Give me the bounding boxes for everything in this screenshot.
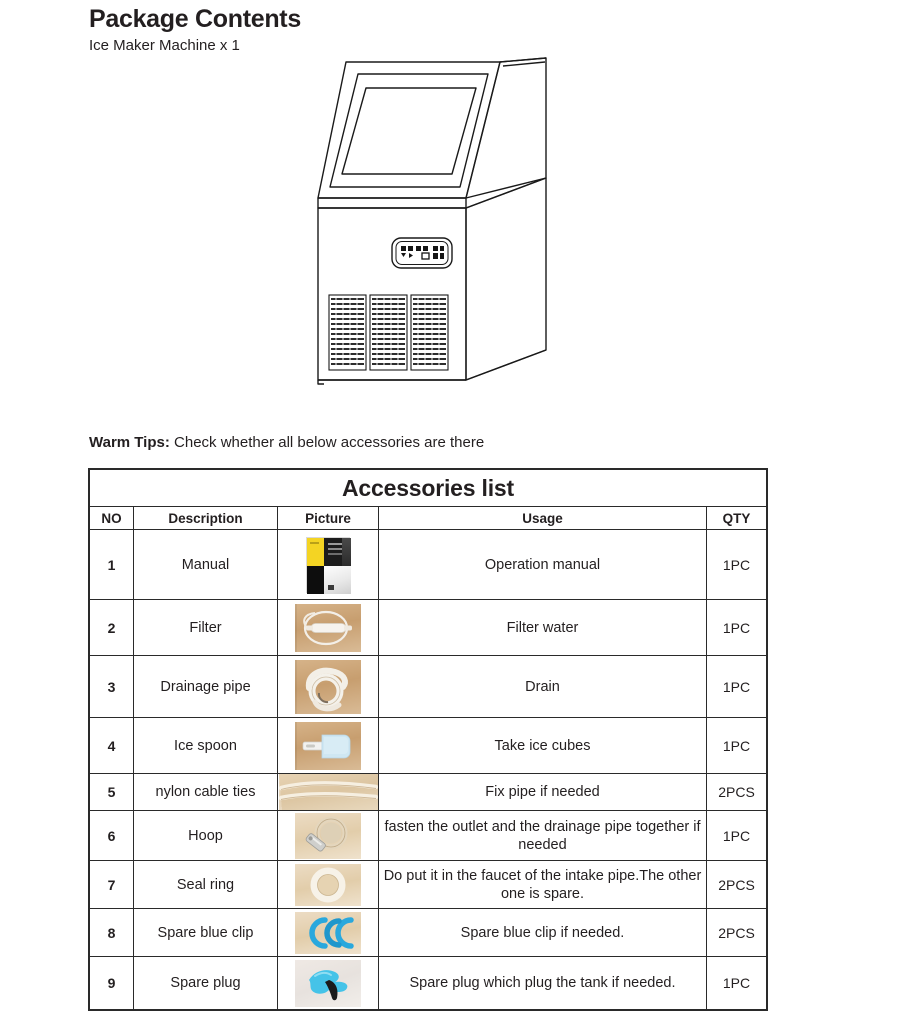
row-qty: 1PC — [707, 530, 767, 600]
row-description: Hoop — [134, 811, 278, 861]
heading-block — [89, 4, 301, 56]
accessories-table — [89, 469, 767, 1010]
row-picture — [278, 600, 379, 656]
row-description: nylon cable ties — [134, 774, 278, 811]
row-picture — [278, 530, 379, 600]
row-no: 8 — [90, 909, 134, 957]
row-picture — [278, 811, 379, 861]
row-usage: Filter water — [379, 600, 707, 656]
row-qty: 1PC — [707, 718, 767, 774]
row-qty: 1PC — [707, 656, 767, 718]
ice-maker-illustration — [300, 50, 568, 390]
spare-plug-thumbnail — [295, 960, 361, 1007]
ice-maker-line-art — [300, 50, 568, 390]
row-no: 1 — [90, 530, 134, 600]
table-row — [90, 909, 767, 957]
accessories-table-wrapper — [89, 469, 766, 1010]
table-row — [90, 718, 767, 774]
row-no: 9 — [90, 957, 134, 1010]
row-picture — [278, 718, 379, 774]
row-qty: 1PC — [707, 811, 767, 861]
row-no: 3 — [90, 656, 134, 718]
row-description: Spare blue clip — [134, 909, 278, 957]
table-row — [90, 656, 767, 718]
row-usage: Spare blue clip if needed. — [379, 909, 707, 957]
warm-tips-text: Check whether all below accessories are there — [169, 434, 485, 451]
row-usage: Drain — [379, 656, 707, 718]
column-header-usage: Usage — [379, 507, 707, 530]
row-picture — [278, 656, 379, 718]
row-description: Ice spoon — [134, 718, 278, 774]
table-row — [90, 957, 767, 1010]
row-description: Filter — [134, 600, 278, 656]
row-qty: 2PCS — [707, 909, 767, 957]
spare-blue-clip-thumbnail — [295, 912, 361, 954]
row-usage: fasten the outlet and the drainage pipe together if needed — [379, 811, 707, 861]
row-no: 7 — [90, 861, 134, 909]
row-usage: Fix pipe if needed — [379, 774, 707, 811]
row-picture — [278, 861, 379, 909]
row-description: Seal ring — [134, 861, 278, 909]
table-title-row — [90, 470, 767, 507]
ice-spoon-thumbnail — [295, 722, 361, 770]
column-header-no: NO — [90, 507, 134, 530]
table-row — [90, 861, 767, 909]
drainage-pipe-thumbnail — [295, 660, 361, 714]
table-header-row — [90, 507, 767, 530]
row-no: 5 — [90, 774, 134, 811]
table-row — [90, 774, 767, 811]
row-qty: 2PCS — [707, 774, 767, 811]
warm-tips — [89, 433, 484, 453]
warm-tips-label: Warm Tips: — [89, 434, 170, 451]
table-row — [90, 811, 767, 861]
row-description: Manual — [134, 530, 278, 600]
row-usage: Operation manual — [379, 530, 707, 600]
row-usage: Take ice cubes — [379, 718, 707, 774]
row-qty: 1PC — [707, 957, 767, 1010]
page-title: Package Contents — [89, 5, 301, 33]
control-panel-graphic — [392, 238, 452, 268]
hoop-clamp-thumbnail — [295, 813, 361, 859]
row-no: 2 — [90, 600, 134, 656]
row-picture — [278, 909, 379, 957]
row-description: Drainage pipe — [134, 656, 278, 718]
column-header-picture: Picture — [278, 507, 379, 530]
column-header-qty: QTY — [707, 507, 767, 530]
column-header-description: Description — [134, 507, 278, 530]
table-row — [90, 530, 767, 600]
row-picture — [278, 774, 379, 811]
page-subtitle: Ice Maker Machine x 1 — [89, 37, 240, 54]
row-no: 4 — [90, 718, 134, 774]
manual-booklet-thumbnail — [306, 537, 350, 593]
seal-ring-thumbnail — [295, 864, 361, 906]
row-picture — [278, 957, 379, 1010]
row-usage: Spare plug which plug the tank if needed. — [379, 957, 707, 1010]
row-description: Spare plug — [134, 957, 278, 1010]
row-no: 6 — [90, 811, 134, 861]
table-title: Accessories list — [90, 470, 767, 507]
water-filter-thumbnail — [295, 604, 361, 652]
table-row — [90, 600, 767, 656]
vent-grilles — [329, 295, 448, 370]
row-qty: 2PCS — [707, 861, 767, 909]
row-usage: Do put it in the faucet of the intake pipe.The other one is spare. — [379, 861, 707, 909]
row-qty: 1PC — [707, 600, 767, 656]
nylon-cable-ties-thumbnail — [279, 774, 378, 810]
